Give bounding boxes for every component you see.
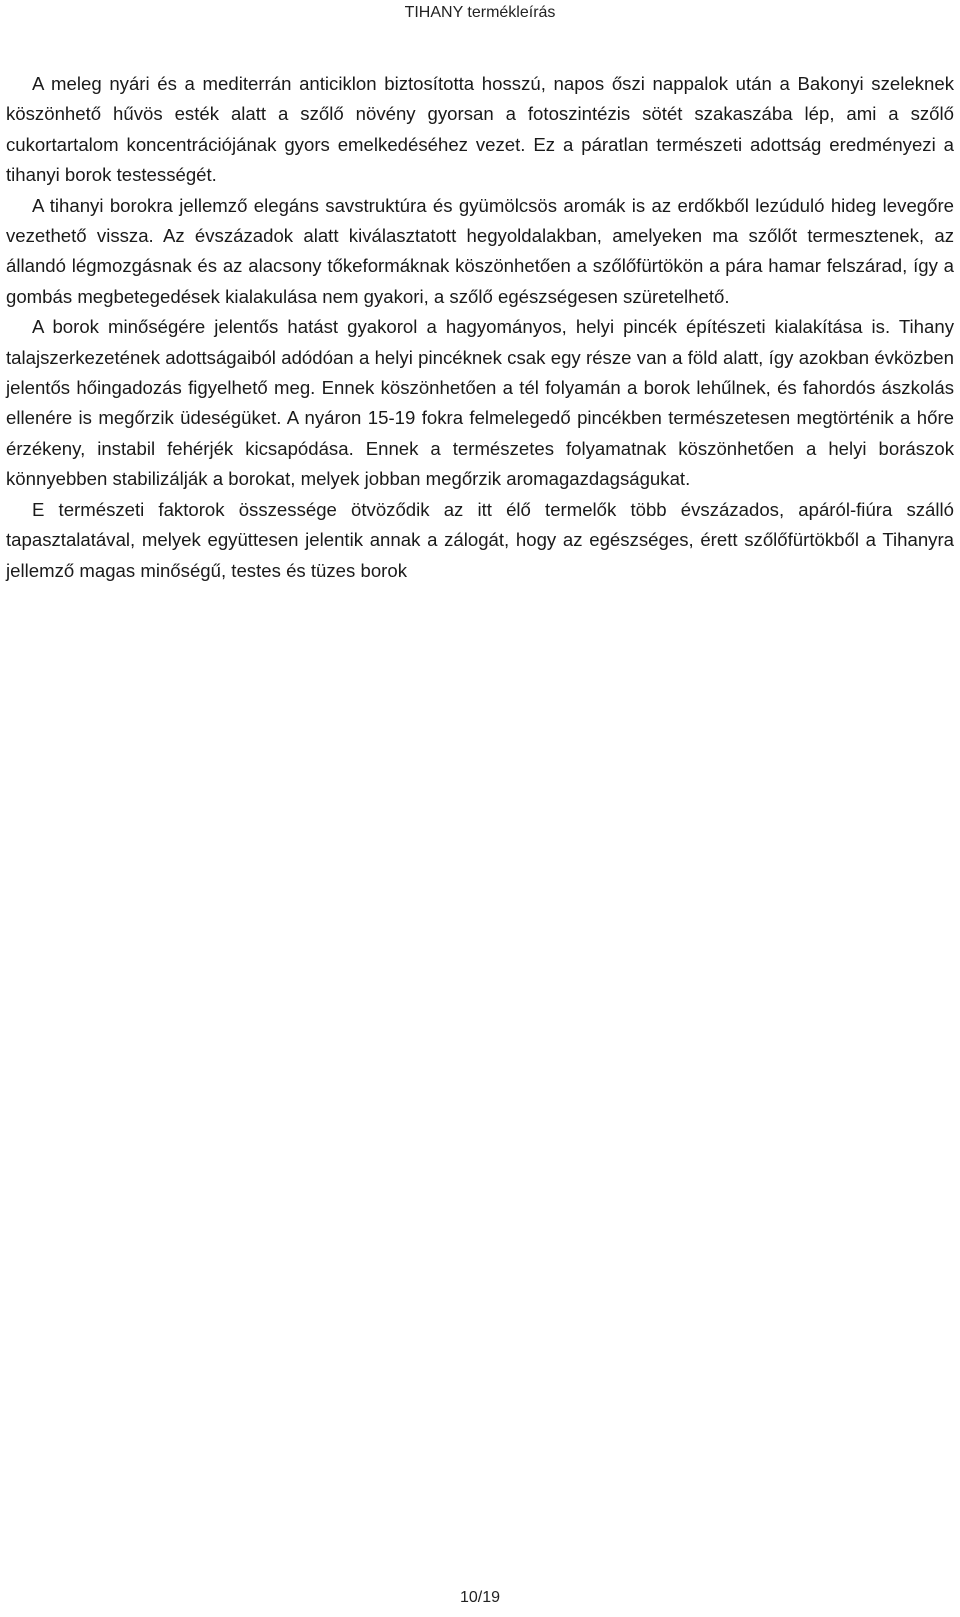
document-title: TIHANY termékleírás <box>404 4 556 21</box>
page-header <box>0 0 960 25</box>
paragraph-climate: A meleg nyári és a mediterrán anticiklon biztosította hosszú, napos őszi nappalok után a Bakonyi szeleknek köszönhető hűvös esték alatt a szőlő növény gyorsan a fotoszintézis sötét szakaszába lép, ami a szőlő cukortartalom koncentrációjának gyors emelkedéséhez vezet. Ez a páratlan természeti adottság eredményezi a tihanyi borok testességét. <box>6 73 954 186</box>
paragraph-cellars: A borok minőségére jelentős hatást gyakorol a hagyományos, helyi pincék építészeti kialakítása is. Tihany talajszerkezetének adottságaiból adódóan a helyi pincéknek csak egy része van a föld alatt, így azokban évközben jelentős hőingadozás figyelhető meg. Ennek köszönhetően a tél folyamán a borok lehűlnek, és fahordós ászkolás ellenére is megőrzik üdeségüket. A nyáron 15-19 fokra felmelegedő pincékben természetesen megtörténik a hőre érzékeny, instabil fehérjék kicsapódása. Ennek a természetes folyamatnak köszönhetően a helyi borászok könnyebben stabilizálják a borokat, melyek jobban megőrzik aromagazdagságukat. <box>6 316 954 490</box>
document-body <box>6 69 954 586</box>
page-number: 10/19 <box>459 1589 501 1606</box>
paragraph-acidity-aromas: A tihanyi borokra jellemző elegáns savstruktúra és gyümölcsös aromák is az erdőkből lezúduló hideg levegőre vezethető vissza. Az évszázadok alatt kiválasztatott hegyoldalakban, amelyeken ma szőlőt termesztenek, az állandó légmozgásnak és az alacsony tőkeformáknak köszönhetően a szőlőfürtökön a pára hamar felszárad, így a gombás megbetegedések kialakulása nem gyakori, a szőlő egészségesen szüretelhető. <box>6 194 954 307</box>
paragraph-tradition: E természeti faktorok összessége ötvöződik az itt élő termelők több évszázados, apáról-fiúra szálló tapasztalatával, melyek együttesen jelentik annak a zálogát, hogy az egészséges, érett szőlőfürtökből a Tihanyra jellemző magas minőségű, testes és tüzes borok <box>6 498 954 581</box>
